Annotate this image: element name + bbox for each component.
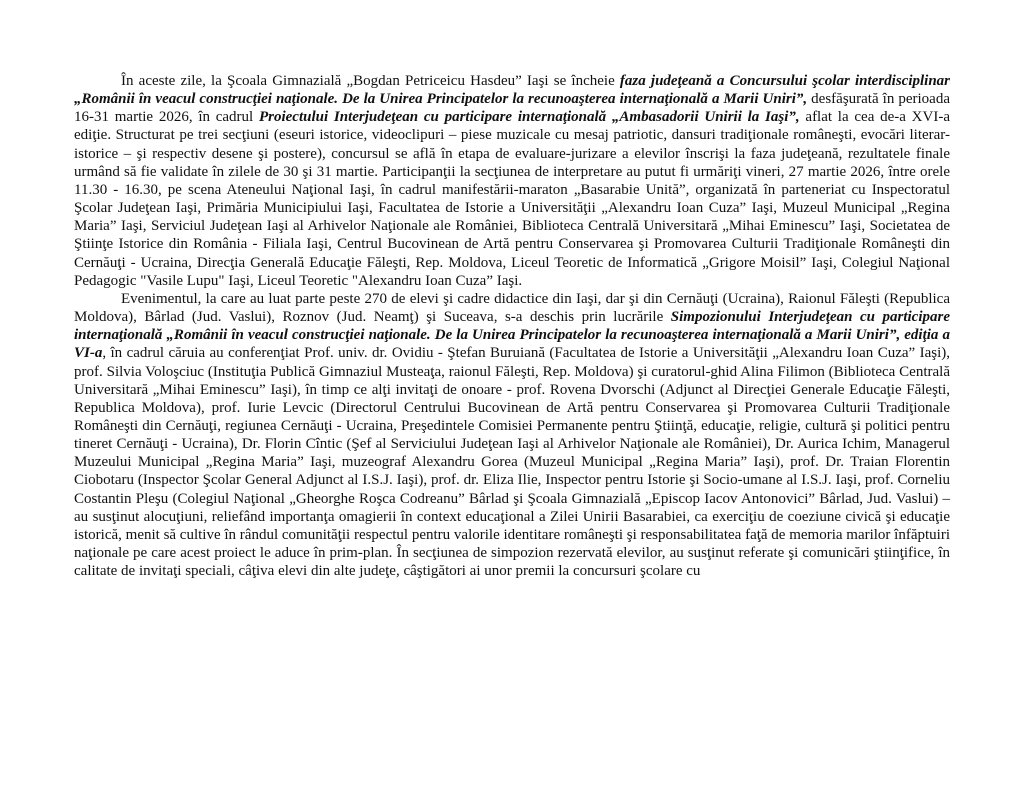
document-page (74, 72, 950, 580)
paragraph-2 (74, 290, 950, 581)
paragraph-1-run-3: desfăşurată în perioada 16-31 martie 2026, în cadrul (74, 91, 950, 126)
project-title-emphasis: Proiectului Interjudeţean cu participare internaţională „Ambasadorii Unirii la Iaşi”, (258, 109, 800, 126)
paragraph-1 (74, 72, 950, 290)
contest-title-emphasis: faza judeţeană a Concursului şcolar interdisciplinar „Românii în veacul construcţiei naţionale. De la Unirea Principatelor la recunoaşterea internaţională a Marii Uniri”, (74, 73, 950, 108)
paragraph-2-run-1: Evenimentul, la care au luat parte peste 270 de elevi şi cadre didactice din Iaşi, dar şi din Cernăuţi (Ucraina), Raionul Făleşti (Republica Moldova), Bârlad (Jud. Vaslui), Roznov (Jud. Neamţ) şi Suceava, s-a deschis prin lucrările (74, 290, 950, 326)
paragraph-1-run-5: aflat la cea de-a XVI-a ediţie. Structurat pe trei secţiuni (eseuri istorice, videoclipuri – piese muzicale cu mesaj patriotic, dansuri tradiţionale româneşti, evocări literar-istorice – şi respectiv desene şi postere), concursul se află în etapa de evaluare-jurizare a elevilor înscrişi la faza judeţeană, rezultatele finale urmând să fie validate în zilele de 30 şi 31 martie. Participanţii la secţiunea de interpretare au putut fi urmăriţi vineri, 27 martie 2026, între orele 11.30 - 16.30, pe scena Ateneului Naţional Iaşi, în cadrul manifestării-maraton „Basarabie Unită”, organizată în parteneriat cu Inspectoratul Şcolar Judeţean Iaşi, Primăria Municipiului Iaşi, Facultatea de Istorie a Universităţii „Alexandru Ioan Cuza” Iaşi, Muzeul Municipal „Regina Maria” Iaşi, Serviciul Judeţean Iaşi al Arhivelor Naţionale ale României, Biblioteca Centrală Universitară „Mihai Eminescu” Iaşi, Societatea de Ştiinţe Istorice din România - Filiala Iaşi, Centrul Bucovinean de Artă pentru Conservarea şi Promovarea Culturii Tradiţionale Româneşti din Cernăuţi - Ucraina, Direcţia Generală Educaţie Făleşti, Rep. Moldova, Liceul Teoretic de Informatică „Grigore Moisil” Iaşi, Colegiul Naţional Pedagogic "Vasile Lupu" Iaşi, Liceul Teoretic "Alexandru Ioan Cuza” Iaşi. (74, 109, 950, 289)
paragraph-2-run-3: , în cadrul căruia au conferenţiat Prof. univ. dr. Ovidiu - Ştefan Buruiană (Facultatea de Istorie a Universităţii „Alexandru Ioan Cuza” Iaşi), prof. Silvia Voloşciuc (Instituţia Publică Gimnaziul Musteaţa, raionul Făleşti, Rep. Moldova) şi curatorul-ghid Alina Filimon (Biblioteca Centrală Universitară „Mihai Eminescu” Iaşi), în timp ce alţi invitaţi de onoare - prof. Rovena Dvorschi (Adjunct al Direcţiei Generale Educaţie Făleşti, Republica Moldova), prof. Iurie Levcic (Directorul Centrului Bucovinean de Artă pentru Conservarea şi Promovarea Culturii Tradiţionale Româneşti din Cernăuţi, regiunea Cernăuţi - Ucraina, Preşedintele Comisiei Permanente pentru Ştiinţă, educaţie, religie, cultură şi politici pentru tineret Cernăuţi - Ucraina), Dr. Florin Cîntic (Şef al Serviciului Judeţean Iaşi al Arhivelor Naţionale ale României), Dr. Aurica Ichim, Managerul Muzeului Municipal „Regina Maria” Iaşi, muzeograf Alexandru Gorea (Muzeul Municipal „Regina Maria” Iaşi), prof. Dr. Traian Florentin Ciobotaru (Inspector Şcolar General Adjunct al I.S.J. Iaşi), prof. dr. Eliza Ilie, Inspector pentru Istorie şi Socio-umane al I.S.J. Iaşi, prof. Corneliu Costantin Pleşu (Colegiul Naţional „Gheorghe Roşca Codreanu” Bârlad şi Şcoala Gimnazială „Episcop Iacov Antonovici” Bârlad, Jud. Vaslui) – au susţinut alocuţiuni, reliefând importanţa omagierii în context educaţional a Zilei Unirii Basarabiei, ca exerciţiu de coeziune civică şi educaţie istorică, menit să cultive în rândul comunităţii respectul pentru valorile identitare româneşti şi responsabilitatea faţă de memoria marilor înfăptuiri naţionale pe care acest proiect le aduce în prim-plan. În secţiunea de simpozion rezervată elevilor, au susţinut referate şi comunicări ştiinţifice, în calitate de invitaţi speciali, câţiva elevi din alte judeţe, câştigători ai unor premii la concursuri şcolare cu (74, 345, 950, 580)
paragraph-1-run-1: În aceste zile, la Şcoala Gimnazială „Bogdan Petriceicu Hasdeu” Iaşi se încheie (121, 73, 620, 89)
symposium-title-emphasis: Simpozionului Interjudeţean cu participare internaţională „Românii în veacul construcţiei naţionale. De la Unirea Principatelor la recunoaşterea internaţională a Marii Uniri”, ediţia a VI-a (74, 309, 950, 362)
